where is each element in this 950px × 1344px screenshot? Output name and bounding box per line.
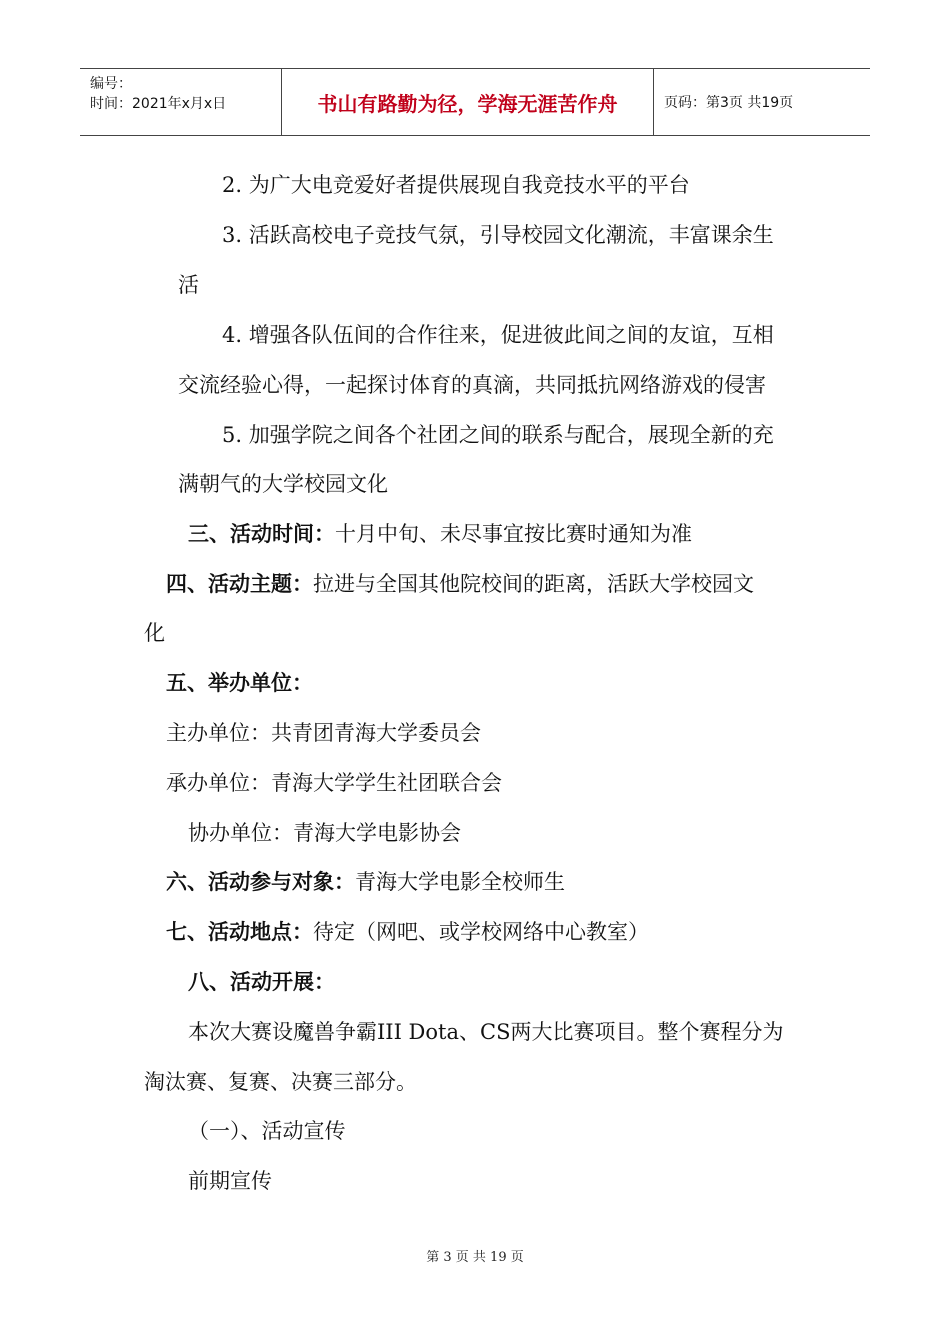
page-header <box>80 68 870 136</box>
section-units-heading: 五、举办单位： <box>166 670 313 695</box>
section-location-text: 待定（网吧、或学校网络中心教室） <box>313 920 649 944</box>
header-time: 时间：2021年x月x日 <box>90 96 227 112</box>
section-theme-text: 拉进与全国其他院校间的距离，活跃大学校园文 <box>313 572 754 596</box>
header-meta <box>80 69 282 135</box>
host-unit: 主办单位：共青团青海大学委员会 <box>166 721 481 745</box>
objective-2: 2. 为广大电竞爱好者提供展现自我竞技水平的平台 <box>222 173 690 197</box>
section-time <box>188 519 692 549</box>
section-location <box>166 917 649 947</box>
header-page-info: 页码：第3页 共19页 <box>664 95 794 111</box>
objective-5: 5. 加强学院之间各个社团之间的联系与配合，展现全新的充 <box>222 423 774 447</box>
section-participants-text: 青海大学电影全校师生 <box>355 870 565 894</box>
section-theme-cont: 化 <box>144 621 165 645</box>
header-motto: 书山有路勤为径，学海无涯苦作舟 <box>282 69 654 135</box>
section-participants <box>166 867 565 897</box>
objective-4: 4. 增强各队伍间的合作往来，促进彼此间之间的友谊，互相 <box>222 323 774 347</box>
header-number: 编号： <box>90 76 132 92</box>
page-footer: 第 3 页 共 19 页 <box>426 1250 524 1265</box>
section-theme-heading: 四、活动主题： <box>166 571 313 596</box>
section-time-text: 十月中旬、未尽事宜按比赛时通知为准 <box>335 522 692 546</box>
activities-paragraph: 本次大赛设魔兽争霸III Dota、CS两大比赛项目。整个赛程分为 <box>188 1020 784 1044</box>
promotion-early: 前期宣传 <box>188 1169 272 1193</box>
section-activities-heading: 八、活动开展： <box>188 969 335 994</box>
section-theme <box>166 569 754 599</box>
objective-5-cont: 满朝气的大学校园文化 <box>178 472 388 496</box>
section-participants-heading: 六、活动参与对象： <box>166 869 355 894</box>
section-time-heading: 三、活动时间： <box>188 521 335 546</box>
objective-4-cont: 交流经验心得，一起探讨体育的真滴，共同抵抗网络游戏的侵害 <box>178 373 766 397</box>
activities-paragraph-cont: 淘汰赛、复赛、决赛三部分。 <box>144 1070 417 1094</box>
subsection-promotion: （一）、活动宣传 <box>188 1119 346 1143</box>
coorganizer-unit: 协办单位：青海大学电影协会 <box>188 821 461 845</box>
organizer-unit: 承办单位：青海大学学生社团联合会 <box>166 771 502 795</box>
objective-3: 3. 活跃高校电子竞技气氛，引导校园文化潮流，丰富课余生 <box>222 223 774 247</box>
section-location-heading: 七、活动地点： <box>166 919 313 944</box>
objective-3-cont: 活 <box>178 273 199 297</box>
